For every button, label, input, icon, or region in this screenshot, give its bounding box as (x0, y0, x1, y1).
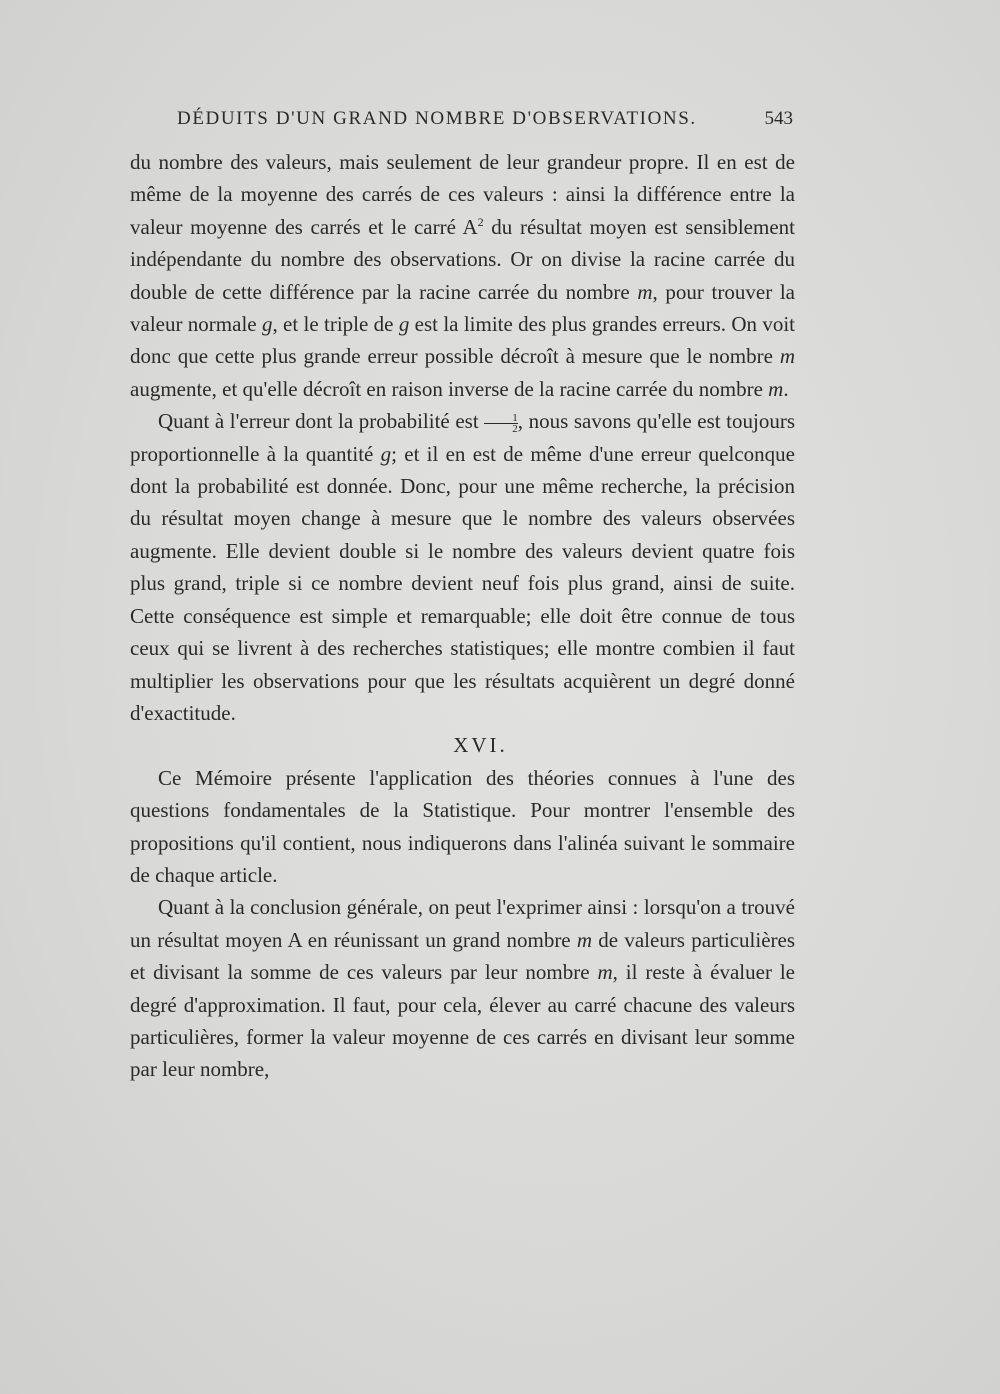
math-var: m (597, 960, 613, 985)
text-run: , pour trouver la valeur normale (130, 279, 795, 337)
text-run: augmente, et qu'elle décroît en raison inverse de la racine carrée du nombre (130, 376, 769, 401)
text-run: du résultat moyen est sensiblement indépendante du nombre des observations. Or on divise la racine carrée du double de cette différence par la racine carrée du nombre (130, 214, 795, 304)
math-var: m (768, 376, 784, 401)
text-run: Quant à l'erreur dont la probabilité est (158, 409, 485, 434)
text-run: , et le triple de (272, 312, 399, 337)
paragraph-2 (130, 405, 795, 729)
math-var: m (637, 279, 653, 304)
fraction-denominator: 2 (512, 422, 518, 435)
paragraph-1 (130, 146, 795, 405)
text-run: , il reste à évaluer le degré d'approximation. Il faut, pour cela, élever au carré chacune des valeurs particulières, former la valeur moyenne de ces carrés en divisant leur somme par leur nombre, (130, 960, 795, 1082)
paragraph-4 (130, 891, 795, 1085)
text-run: Ce Mémoire présente l'application des théories connues à l'une des questions fondamentales de la Statistique. Pour montrer l'ensemble des propositions qu'il contient, nous indiquerons dans l'alinéa suivant le sommaire de chaque article. (130, 765, 795, 887)
running-title: DÉDUITS D'UN GRAND NOMBRE D'OBSERVATIONS. (177, 108, 697, 129)
math-var: g (398, 312, 410, 337)
text-run: , nous savons qu'elle est toujours proportionnelle à la quantité (130, 409, 795, 466)
text-run: ; et il en est de même d'une erreur quelconque dont la probabilité est donnée. Donc, pour une même recherche, la précision du résultat moyen change à mesure que le nombre des valeurs observées augmente. Elle devient double si le nombre des valeurs devient quatre fois plus grand, triple si ce nombre devient neuf fois plus grand, ainsi de suite. Cette conséquence est simple et remarquable; elle doit être connue de tous ceux qui se livrent à des recherches statistiques; elle montre combien il faut multiplier les observations pour que les résultats acquièrent un degré donné d'exactitude. (130, 441, 795, 725)
text-run: du nombre des valeurs, mais seulement de leur grandeur propre. Il en est de même de la moyenne des carrés de ces valeurs : ainsi la différence entre la valeur moyenne des carrés et le carré A (130, 150, 795, 239)
text-run: est la limite des plus grandes erreurs. On voit donc que cette plus grande erreur possible décroît à mesure que le nombre (130, 312, 795, 369)
section-heading: XVI. (453, 733, 508, 758)
page-body (130, 146, 795, 1086)
paragraph-3 (130, 762, 795, 892)
fraction-numerator: 1 (484, 413, 518, 424)
running-header (177, 108, 793, 140)
text-run: . (783, 376, 789, 401)
math-var: m (779, 344, 795, 369)
fraction (484, 413, 518, 434)
superscript: 2 (477, 214, 484, 229)
math-var: g (261, 312, 273, 337)
math-var: g (380, 441, 392, 466)
page-number: 543 (764, 108, 793, 129)
text-run: Quant à la conclusion générale, on peut l'exprimer ainsi : lorsqu'on a trouvé un résultat moyen A en réunissant un grand nombre (130, 895, 795, 952)
math-var: m (576, 927, 593, 952)
text-run: de valeurs particulières et divisant la somme de ces valeurs par leur nombre (130, 927, 795, 985)
